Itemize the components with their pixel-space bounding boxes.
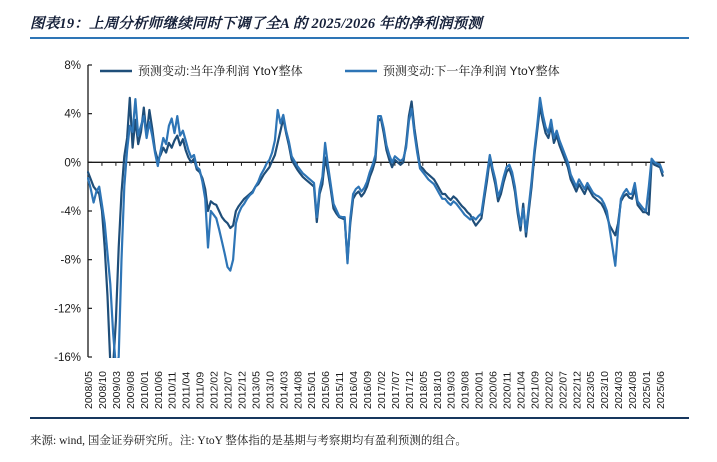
x-tick-label: 2013/05: [250, 371, 263, 409]
x-tick-label: 2017/02: [375, 371, 388, 409]
footer-divider: [30, 417, 689, 419]
x-tick-label: 2014/03: [278, 371, 291, 409]
x-tick-label: 2024/03: [613, 371, 626, 409]
x-tick-label: 2015/01: [306, 371, 319, 409]
x-tick-label: 2015/11: [334, 371, 347, 409]
x-tick-label: 2018/05: [417, 371, 430, 409]
x-tick-label: 2008/05: [83, 371, 95, 409]
x-tick-label: 2017/12: [403, 371, 416, 409]
x-tick-label: 2012/12: [236, 371, 249, 409]
x-tick-label: 2019/03: [445, 371, 458, 409]
y-tick-label: 4%: [64, 108, 81, 121]
x-tick-label: 2016/09: [362, 371, 374, 409]
x-tick-label: 2020/11: [501, 371, 514, 409]
y-tick-label: -12%: [54, 303, 81, 316]
x-tick-label: 2022/02: [543, 371, 556, 409]
x-tick-label: 2013/10: [264, 371, 277, 409]
y-tick-label: 0%: [64, 157, 81, 170]
figure-title: 图表19：上周分析师继续同时下调了全A 的 2025/2026 年的净利润预测: [30, 16, 483, 32]
series-line-current-year: [88, 98, 663, 367]
series-line-next-year: [88, 98, 663, 367]
x-tick-label: 2016/04: [348, 371, 361, 409]
x-tick-label: 2021/04: [515, 371, 528, 409]
x-tick-label: 2018/10: [431, 371, 444, 409]
source-note: 来源: wind, 国金证券研究所。注: YtoY 整体指的是基期与考察期均有盈利预测的组合。: [30, 435, 467, 447]
x-tick-label: 2015/06: [320, 371, 333, 409]
x-tick-label: 2010/06: [152, 371, 165, 409]
x-tick-label: 2025/01: [641, 371, 653, 409]
x-tick-label: 2011/04: [180, 371, 193, 409]
x-tick-label: 2022/12: [571, 371, 584, 409]
x-tick-label: 2017/07: [389, 371, 402, 409]
x-tick-label: 2020/01: [473, 371, 486, 409]
x-tick-label: 2025/06: [654, 371, 667, 409]
x-tick-label: 2012/02: [208, 371, 221, 409]
legend-label: 预测变动:当年净利润 YtoY整体: [138, 64, 303, 78]
x-tick-label: 2022/07: [557, 371, 570, 409]
x-tick-label: 2014/08: [292, 371, 305, 409]
x-tick-label: 2023/05: [585, 371, 598, 409]
x-tick-label: 2019/08: [459, 371, 472, 409]
x-tick-label: 2008/10: [96, 371, 109, 409]
x-tick-label: 2020/06: [487, 371, 500, 409]
x-tick-label: 2012/07: [222, 371, 235, 409]
x-tick-label: 2024/08: [627, 371, 640, 409]
y-tick-label: 8%: [64, 60, 81, 72]
y-tick-label: -4%: [60, 206, 81, 218]
x-tick-label: 2011/09: [194, 371, 207, 409]
x-tick-label: 2009/03: [110, 371, 123, 409]
x-tick-label: 2010/01: [138, 371, 151, 409]
x-tick-label: 2010/11: [166, 371, 179, 409]
legend-label: 预测变动:下一年净利润 YtoY整体: [383, 64, 560, 78]
x-tick-label: 2009/08: [124, 371, 137, 409]
y-tick-label: -16%: [54, 352, 81, 364]
x-tick-label: 2023/10: [599, 371, 612, 409]
y-tick-label: -8%: [60, 254, 81, 267]
x-tick-label: 2021/09: [529, 371, 542, 409]
